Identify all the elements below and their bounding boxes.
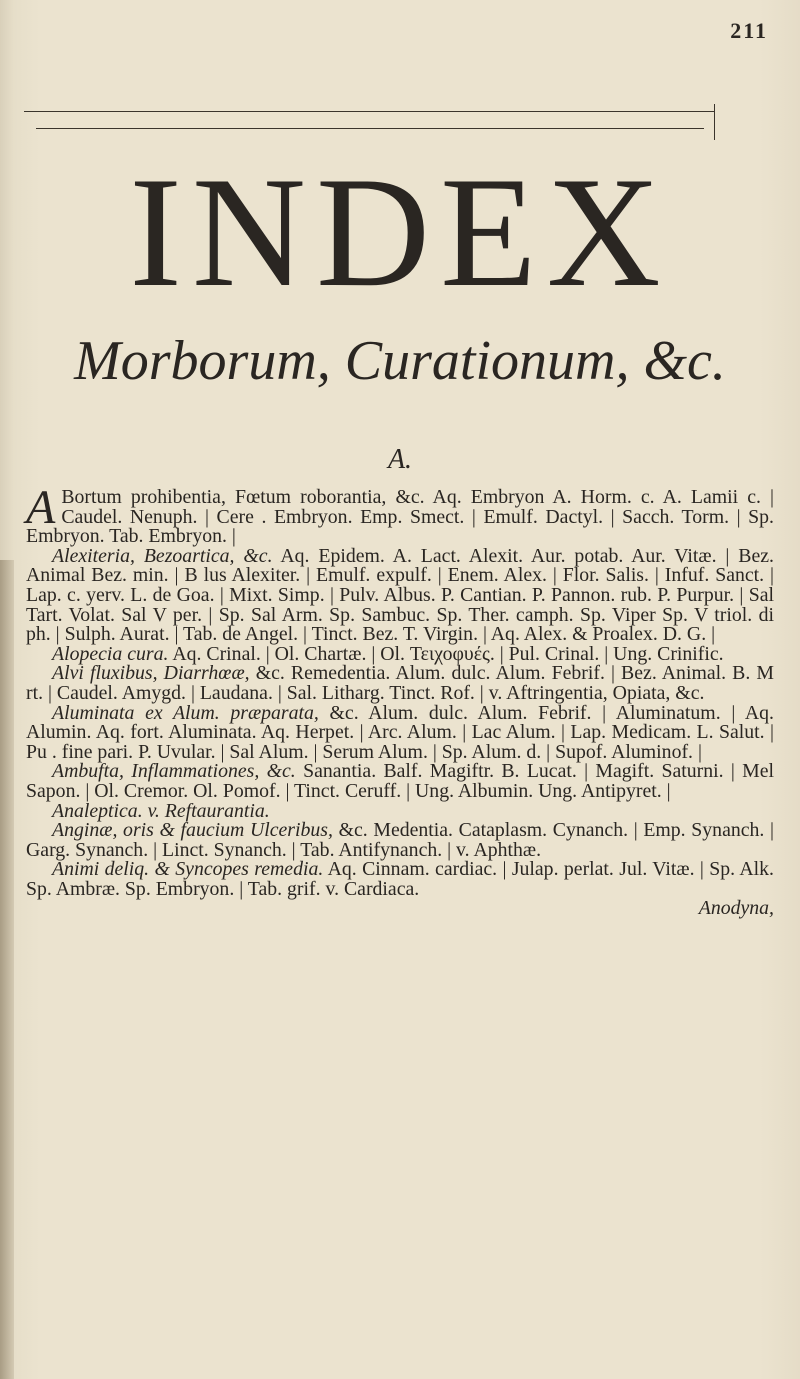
entry-text: Aq. Cinnam. cardiac. | Julap. perlat. Jul. Vitæ. | Sp. Alk. Sp. Ambræ. Sp. Embryon. | Tab. grif. v. Cardiaca. (26, 858, 774, 900)
page-title: INDEX (129, 145, 671, 320)
entry-text: &c. Alum. dulc. Alum. Febrif. | Aluminatum. | Aq. Alumin. Aq. fort. Aluminata. Aq. Herpet. | Arc. Alum. | Lac Alum. | Lap. Medicam. L. Salut. | Pu . fine pari. P. Uvular. | Sal Alum. | Serum Alum. | Sp. Alum. d. | Supof. Aluminof. | (26, 701, 774, 763)
index-entries (26, 481, 775, 920)
entry-text: &c. Remedentia. Alum. dulc. Alum. Febrif. | Bez. Animal. B. M rt. | Caudel. Amygd. | Laudana. | Sal. Litharg. Tinct. Rof. | v. Aftringentia, Opiata, &c. (26, 662, 774, 704)
entry-text: Bortum prohibentia, Fœtum roborantia, &c. Aq. Embryon A. Horm. c. A. Lamii c. | Caudel. Nenuph. | Cere . Embryon. Emp. Smect. | Emulf. Dactyl. | Sacch. Torm. | Sp. Embryon. Tab. Embryon. | (26, 486, 774, 548)
entry-heading: Alopecia cura. (52, 642, 169, 665)
entry-heading: Aluminata ex Alum. præparata, (52, 701, 319, 724)
page-number: 211 (730, 18, 768, 43)
entry-text: &c. Medentia. Cataplasm. Cynanch. | Emp. Synanch. | Garg. Synanch. | Linct. Synanch. | Tab. Antifynanch. | v. Aphthæ. (26, 819, 774, 861)
header-rule (24, 111, 714, 112)
index-entry (26, 821, 774, 860)
index-entry (26, 544, 774, 646)
entry-heading: Alvi fluxibus, Diarrhœæ, (52, 662, 250, 685)
index-entry (26, 860, 774, 899)
catchword: Anodyna, (698, 897, 774, 920)
page-subtitle: Morborum, Curationum, &c. (74, 330, 726, 392)
entry-text: Aq. Crinal. | Ol. Chartæ. | Ol. Τειχοφυές. | Pul. Crinal. | Ung. Crinific. (172, 642, 724, 665)
page-gutter-shadow (0, 560, 14, 1379)
entry-heading: Analeptica. (52, 799, 143, 822)
index-entry (26, 481, 774, 548)
entry-heading: Anginæ, oris & faucium Ulceribus, (52, 819, 333, 842)
index-entry (26, 701, 774, 763)
entry-heading: Alexiteria, Bezoartica, &c. (52, 544, 273, 567)
entry-heading: Animi deliq. & Syncopes remedia. (52, 858, 324, 881)
header-rule-cap (700, 104, 715, 140)
section-letter: A. (387, 444, 413, 475)
drop-cap: A (26, 481, 56, 534)
entry-text: Aq. Epidem. A. Lact. Alexit. Aur. potab. Aur. Vitæ. | Bez. Animal Bez. min. | B lus Alexiter. | Emulf. expulf. | Enem. Alex. | Flor. Salis. | Infuf. Sanct. | Lap. c. yerv. L. de Goa. | Mixt. Simp. | Pulv. Albus. P. Cantian. P. Pannon. rub. P. Purpur. | Sal Tart. Volat. Sal V per. | Sp. Sal Arm. Sp. Sambuc. Sp. Ther. camph. Sp. Viper Sp. V triol. di ph. | Sulph. Aurat. | Tab. de Angel. | Tinct. Bez. T. Virgin. | Aq. Alex. & Proalex. D. G. | (26, 544, 774, 646)
index-entry (26, 664, 774, 703)
entry-text: v. Reftaurantia. (147, 799, 270, 822)
entry-text: Sanantia. Balf. Magiftr. B. Lucat. | Magift. Saturni. | Mel Sapon. | Ol. Cremor. Ol. Pomof. | Tinct. Ceruff. | Ung. Albumin. Ung. Antipyret. | (26, 760, 775, 802)
index-entry (26, 762, 774, 801)
header-rule-lower (36, 128, 704, 129)
entry-heading: Ambufta, Inflammationes, &c. (52, 760, 296, 783)
